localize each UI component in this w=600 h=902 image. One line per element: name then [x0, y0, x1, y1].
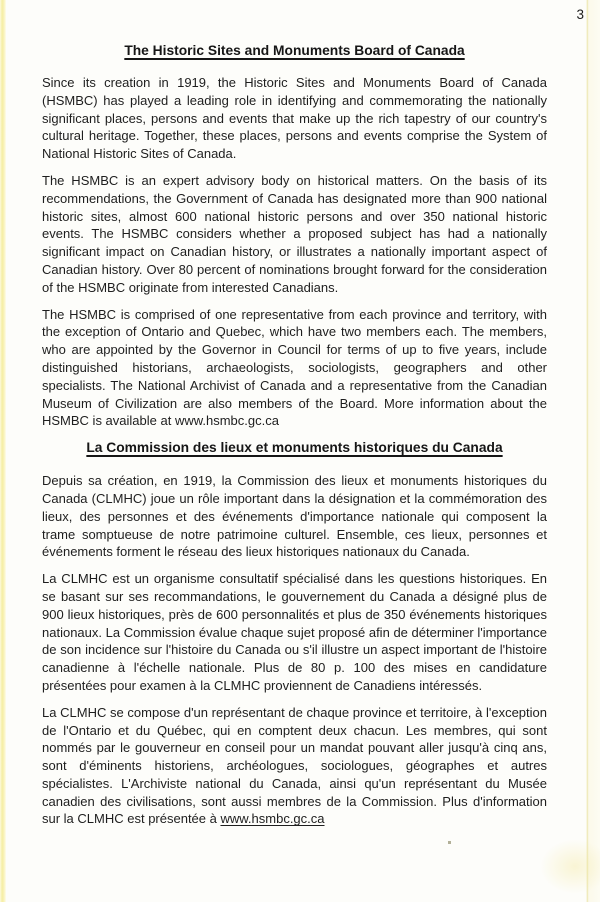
french-paragraph-2: La CLMHC est un organisme consultatif spécialisé dans les questions historiques. En se basant sur ses recommandations, le gouvernement du Canada a désigné plus de 900 lieux historiques, près de 600 personnalités et plus de 350 événements historiques nationaux. La Commission évalue chaque sujet proposé afin de déterminer l'importance de son incidence sur l'histoire du Canada ou s'il illustre un aspect important de l'histoire canadienne à l'échelle nationale. Plus de 80 p. 100 des mises en candidature présentées pour examen à la CLMHC proviennent de Canadiens intéressés.: [42, 571, 547, 693]
page-edge-yellowing: [0, 0, 6, 902]
english-paragraph-3: The HSMBC is comprised of one representative from each province and territory, with the exception of Ontario and Quebec, which have two members each. The members, who are appointed by the Governor in Council for terms of up to five years, include distinguished historians, archaeologists, sociologists, geographers and other specialists. The National Archivist of Canada and a representative from the Canadian Museum of Civilization are also members of the Board. More information about the HSMBC is available at www.hsmbc.gc.ca: [42, 306, 547, 429]
english-section-title: The Historic Sites and Monuments Board of Canada: [124, 43, 465, 58]
page-number: 3: [576, 7, 584, 22]
english-paragraph-1: Since its creation in 1919, the Historic Sites and Monuments Board of Canada (HSMBC) has played a leading role in identifying and commemorating the nationally significant places, persons and events that make up the rich tapestry of our country's cultural heritage. Together, these places, persons and events comprise the System of National Historic Sites of Canada.: [42, 75, 547, 162]
hsmbc-url-text: www.hsmbc.gc.ca: [220, 811, 325, 827]
french-paragraph-3-text: La CLMHC se compose d'un représentant de chaque province et territoire, à l'exception de l'Ontario et du Québec, qui en comptent deux chacun. Les membres, qui sont nommés par le gouverneur en conseil pour un mandat pouvant aller jusqu'à cinq ans, sont d'éminents historiens, archéologues, sociologues, géographes et autres spécialistes. L'Archiviste national du Canada, ainsi qu'un représentant du Musée canadien des civilisations, sont aussi membres de la Commission. Plus d'information sur la CLMHC est présentée à: [42, 704, 547, 827]
page-content: [42, 42, 547, 837]
scan-speck: [448, 841, 451, 844]
corner-smudge: [540, 839, 600, 894]
french-section-title: La Commission des lieux et monuments historiques du Canada: [86, 440, 503, 456]
french-paragraph-3: [42, 704, 547, 829]
french-paragraph-1: Depuis sa création, en 1919, la Commission des lieux et monuments historiques du Canada (CLMHC) joue un rôle important dans la désignation et la commémoration des lieux, des personnes et des événements d'importance nationale qui composent la trame somptueuse de notre patrimoine culturel. Ensemble, ces lieux, personnes et événements forment le réseau des lieux historiques nationaux du Canada.: [42, 473, 547, 560]
english-paragraph-2: The HSMBC is an expert advisory body on historical matters. On the basis of its recommendations, the Government of Canada has designated more than 900 national historic sites, almost 600 national historic persons and over 350 national historic events. The HSMBC considers whether a proposed subject has had a nationally significant impact on Canadian history, or illustrates a nationally important aspect of Canadian history. Over 80 percent of nominations brought forward for the consideration of the HSMBC originate from interested Canadians.: [42, 172, 547, 295]
page-right-margin-tint: [589, 0, 600, 902]
